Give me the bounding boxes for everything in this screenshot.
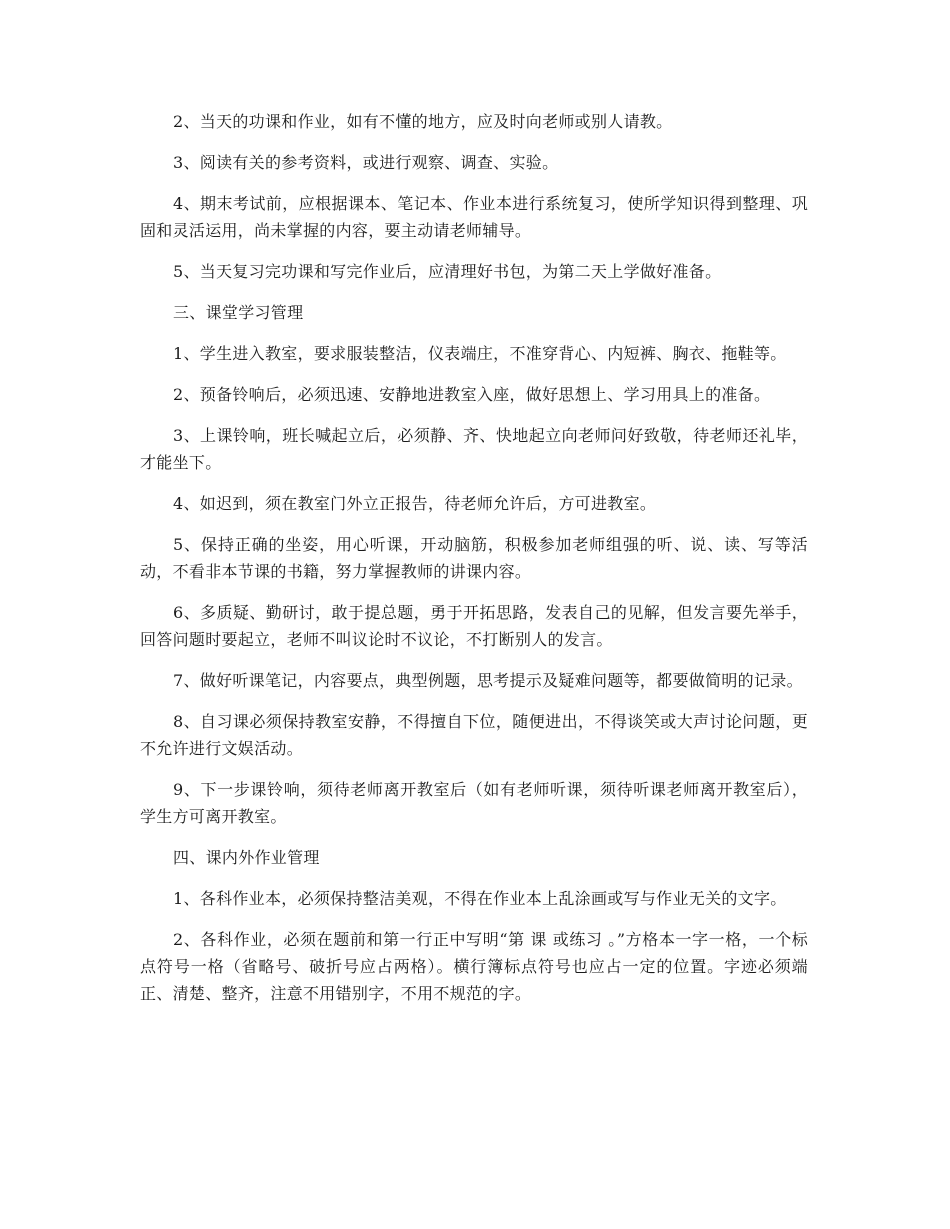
paragraph-review-item-5: 5、当天复习完功课和写完作业后，应清理好书包，为第二天上学做好准备。 [173, 262, 722, 281]
document-page [140, 108, 808, 1021]
paragraph-classroom-item-4: 4、如迟到，须在教室门外立正报告，待老师允许后，方可进教室。 [173, 494, 657, 513]
paragraph-classroom-item-3: 3、上课铃响，班长喊起立后，必须静、齐、快地起立向老师问好致敬，待老师还礼毕，才能坐下。 [140, 426, 808, 472]
paragraph-classroom-item-2: 2、预备铃响后，必须迅速、安静地进教室入座，做好思想上、学习用具上的准备。 [173, 385, 771, 404]
paragraph-homework-item-1: 1、各科作业本，必须保持整洁美观，不得在作业本上乱涂画或写与作业无关的文字。 [173, 889, 787, 908]
paragraph-classroom-item-7: 7、做好听课笔记，内容要点，典型例题，思考提示及疑难问题等，都要做简明的记录。 [173, 671, 803, 690]
paragraph-review-item-4: 4、期末考试前，应根据课本、笔记本、作业本进行系统复习，使所学知识得到整理、巩固和灵活运用，尚未掌握的内容，要主动请老师辅导。 [140, 194, 808, 240]
paragraph-classroom-item-9: 9、下一步课铃响，须待老师离开教室后（如有老师听课，须待听课老师离开教室后），学生方可离开教室。 [140, 780, 808, 826]
section-heading-classroom: 三、课堂学习管理 [173, 303, 304, 322]
paragraph-classroom-item-8: 8、自习课必须保持教室安静，不得擅自下位，随便进出，不得谈笑或大声讨论问题，更不允许进行文娱活动。 [140, 712, 808, 758]
paragraph-review-item-2: 2、当天的功课和作业，如有不懂的地方，应及时向老师或别人请教。 [173, 112, 673, 131]
paragraph-homework-item-2: 2、各科作业，必须在题前和第一行正中写明“第 课 或练习 。”方格本一字一格，一个标点符号一格（省略号、破折号应占两格）。横行簿标点符号也应占一定的位置。字迹必须端正、清楚、整齐，注意不用错别字，不用不规范的字。 [140, 930, 808, 1003]
section-heading-homework: 四、课内外作业管理 [173, 848, 320, 867]
paragraph-classroom-item-6: 6、多质疑、勤研讨，敢于提总题，勇于开拓思路，发表自己的见解，但发言要先举手，回答问题时要起立，老师不叫议论时不议论，不打断别人的发言。 [140, 603, 808, 649]
paragraph-review-item-3: 3、阅读有关的参考资料，或进行观察、调查、实验。 [173, 153, 559, 172]
paragraph-classroom-item-1: 1、学生进入教室，要求服装整洁，仪表端庄，不准穿背心、内短裤、胸衣、拖鞋等。 [173, 344, 787, 363]
paragraph-classroom-item-5: 5、保持正确的坐姿，用心听课，开动脑筋，积极参加老师组强的听、说、读、写等活动，不看非本节课的书籍，努力掌握教师的讲课内容。 [140, 535, 808, 581]
